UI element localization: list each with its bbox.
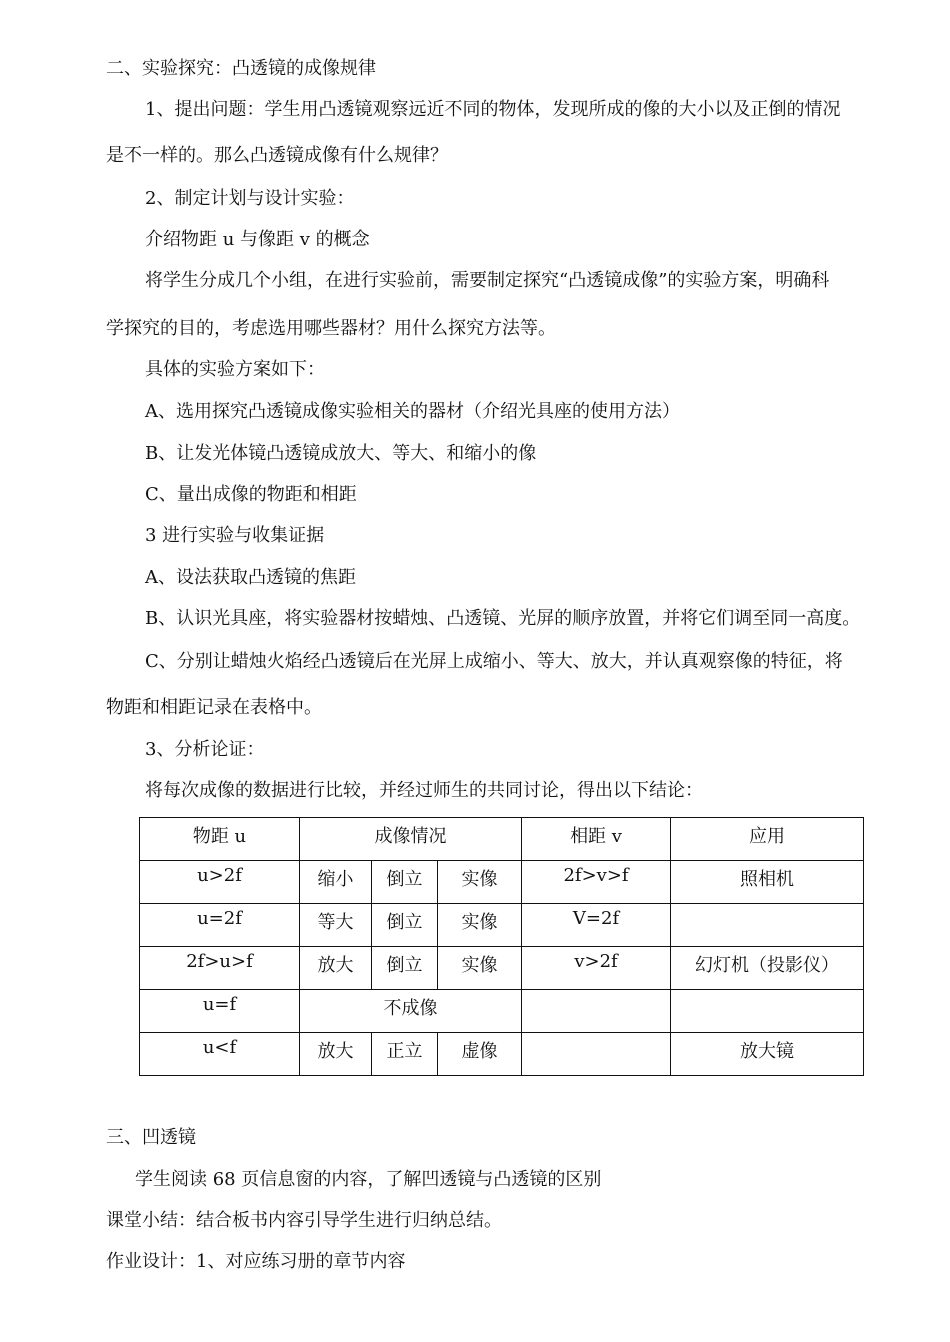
- paragraph: 将学生分成几个小组，在进行实验前，需要制定探究“凸透镜成像”的实验方案，明确科: [145, 270, 830, 291]
- paragraph: 3、分析论证：: [145, 739, 265, 760]
- table-row: [140, 861, 864, 904]
- table-row: [140, 904, 864, 947]
- table-cell: 等大: [300, 904, 372, 947]
- table-cell: [522, 990, 671, 1033]
- table-cell: V=2f: [522, 904, 671, 947]
- paragraph: 1、提出问题：学生用凸透镜观察远近不同的物体，发现所成的像的大小以及正倒的情况: [145, 99, 841, 120]
- table-cell: 照相机: [671, 861, 864, 904]
- list-item: A、选用探究凸透镜成像实验相关的器材（介绍光具座的使用方法）: [145, 401, 680, 422]
- table-cell: 放大: [300, 947, 372, 990]
- table-cell: u=2f: [140, 904, 300, 947]
- table-cell: 实像: [438, 904, 522, 947]
- paragraph: 3 进行实验与收集证据: [145, 525, 325, 546]
- header-cell: 成像情况: [300, 818, 522, 861]
- table-cell: 虚像: [438, 1033, 522, 1076]
- paragraph: 2、制定计划与设计实验：: [145, 188, 355, 209]
- table-cell: 2f>u>f: [140, 947, 300, 990]
- header-cell: 相距 v: [522, 818, 671, 861]
- table-cell: 幻灯机（投影仪）: [671, 947, 864, 990]
- list-item: C、分别让蜡烛火焰经凸透镜后在光屏上成缩小、等大、放大，并认真观察像的特征，将: [145, 651, 843, 672]
- list-item: C、量出成像的物距和相距: [145, 484, 357, 505]
- table-row: [140, 990, 864, 1033]
- table-cell: u=f: [140, 990, 300, 1033]
- table-cell: 正立: [372, 1033, 438, 1076]
- paragraph: 物距和相距记录在表格中。: [106, 697, 322, 718]
- table-cell: [522, 1033, 671, 1076]
- paragraph: 作业设计：1、对应练习册的章节内容: [106, 1251, 406, 1272]
- list-item: B、让发光体镜凸透镜成放大、等大、和缩小的像: [145, 443, 537, 464]
- table-cell: 放大镜: [671, 1033, 864, 1076]
- table-row: [140, 947, 864, 990]
- table-header-row: [140, 818, 864, 861]
- header-cell: 应用: [671, 818, 864, 861]
- header-cell: 物距 u: [140, 818, 300, 861]
- paragraph: 学探究的目的，考虑选用哪些器材？用什么探究方法等。: [106, 318, 556, 339]
- section-heading: 二、实验探究：凸透镜的成像规律: [106, 58, 376, 79]
- paragraph: 具体的实验方案如下：: [145, 359, 325, 380]
- table-row: [140, 1033, 864, 1076]
- table-cell: 倒立: [372, 904, 438, 947]
- list-item: A、设法获取凸透镜的焦距: [145, 567, 356, 588]
- imaging-table: [139, 817, 864, 1076]
- table-cell: [671, 990, 864, 1033]
- paragraph: 课堂小结：结合板书内容引导学生进行归纳总结。: [106, 1210, 502, 1231]
- paragraph: 将每次成像的数据进行比较，并经过师生的共同讨论，得出以下结论：: [145, 780, 703, 801]
- table-cell: 缩小: [300, 861, 372, 904]
- table-cell: 倒立: [372, 947, 438, 990]
- table-cell: 倒立: [372, 861, 438, 904]
- table-cell: 实像: [438, 947, 522, 990]
- table-cell: u>2f: [140, 861, 300, 904]
- paragraph: 学生阅读 68 页信息窗的内容，了解凹透镜与凸透镜的区别: [135, 1169, 602, 1190]
- paragraph: 是不一样的。那么凸透镜成像有什么规律？: [106, 145, 448, 166]
- table-cell: [671, 904, 864, 947]
- table-cell: v>2f: [522, 947, 671, 990]
- table-cell: 不成像: [300, 990, 522, 1033]
- table-cell: u<f: [140, 1033, 300, 1076]
- table-cell: 放大: [300, 1033, 372, 1076]
- table-cell: 2f>v>f: [522, 861, 671, 904]
- table-cell: 实像: [438, 861, 522, 904]
- list-item: B、认识光具座，将实验器材按蜡烛、凸透镜、光屏的顺序放置，并将它们调至同一高度。: [145, 608, 861, 629]
- paragraph: 介绍物距 u 与像距 v 的概念: [145, 229, 370, 250]
- section-heading: 三、凹透镜: [106, 1127, 196, 1148]
